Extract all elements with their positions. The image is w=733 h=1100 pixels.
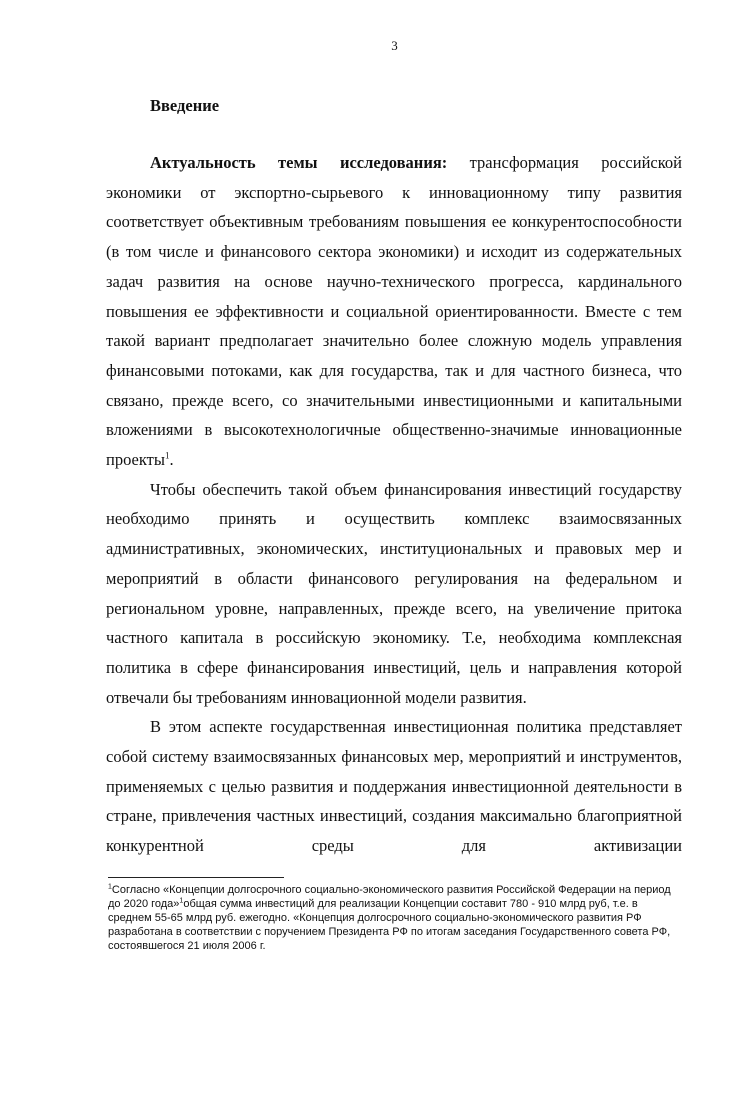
footnote	[108, 883, 680, 953]
footnote-text-part2: общая сумма инвестиций для реализации Концепции составит 780 - 910 млрд руб, т.е. в среднем 55-65 млрд руб. ежегодно. «Концепция долгосрочного социально-экономического развития РФ разработана в соответствии с поручением Президента РФ по итогам заседания Государственного совета РФ, состоявшегося 21 июля 2006 г.	[108, 898, 671, 952]
paragraph-investment-policy: В этом аспекте государственная инвестиционная политика представляет собой систему взаимосвязанных финансовых мер, мероприятий и инструментов, применяемых с целью развития и поддержания инвестиционной деятельности в стране, привлечения частных инвестиций, создания максимально благоприятной конкурентной среды для активизации	[106, 717, 682, 856]
footnote-reference: 1	[164, 450, 170, 461]
paragraph-relevance	[106, 148, 682, 475]
paragraph-financing: Чтобы обеспечить такой объем финансирования инвестиций государству необходимо принять и осуществить комплекс взаимосвязанных административных, экономических, институциональных и правовых мер и мероприятий в области финансового регулирования на федеральном и региональном уровне, направленных, прежде всего, на увеличение притока частного капитала в российскую экономику. Т.е, необходима комплексная политика в сфере финансирования инвестиций, цель и направления которой отвечали бы требованиям инновационной модели развития.	[106, 479, 682, 707]
footnote-marker: 1	[108, 883, 112, 891]
paragraph-lead: Актуальность темы исследования:	[150, 153, 448, 172]
footnote-separator	[108, 877, 284, 878]
paragraph-text: трансформация российской экономики от экспортно-сырьевого к инновационному типу развития соответствует объективным требованиям повышения ее конкурентоспособности (в том числе и финансового сектора экономики) и исходит из содержательных задач развития на основе научно-технического прогресса, кардинального повышения ее эффективности и социальной ориентированности. Вместе с тем такой вариант предполагает значительно более сложную модель управления финансовыми потоками, как для государства, так и для частного бизнеса, что связано, прежде всего, со значительными инвестиционными и капитальными вложениями в высокотехнологичные общественно-значимые инновационные проекты	[106, 153, 682, 470]
page-number: 3	[391, 38, 398, 53]
section-heading: Введение	[150, 96, 220, 115]
footnote-inner-marker: 1	[179, 897, 184, 905]
body-text	[106, 148, 682, 861]
footnote-text-part1: Согласно «Концепции долгосрочного социально-экономического развития Российской Федерации на период до 2020 года»	[108, 884, 671, 910]
paragraph-end: .	[169, 450, 174, 470]
